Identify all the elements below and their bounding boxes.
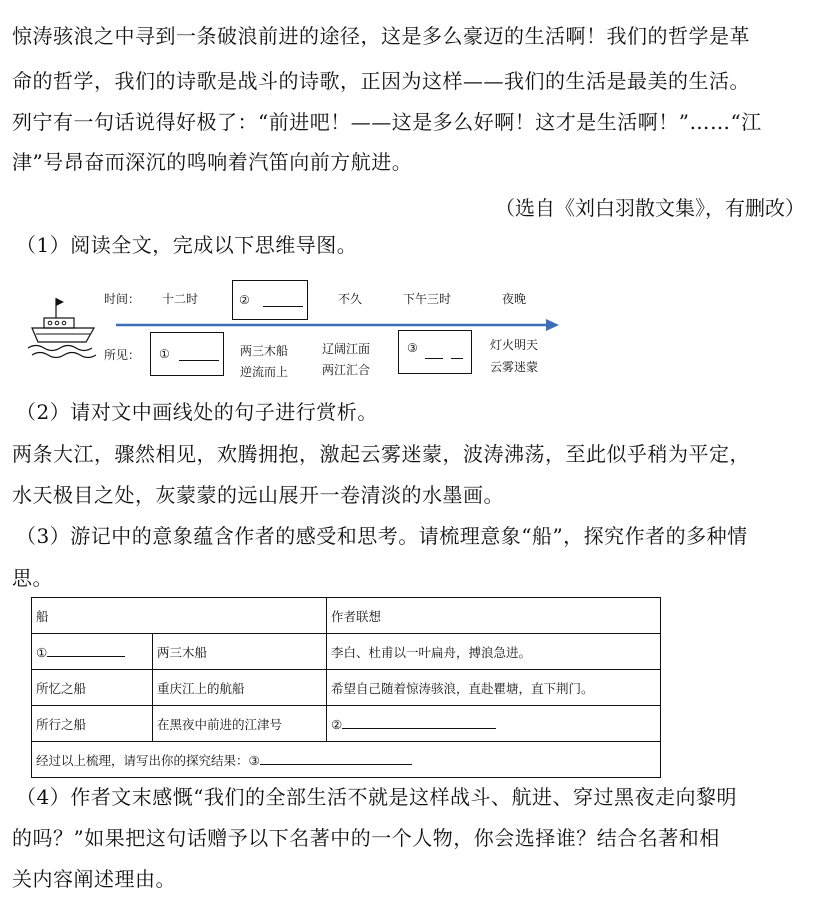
table-header-cell: 船 [32,598,327,634]
question-2-prompt: （2）请对文中画线处的句子进行赏析。 [16,400,378,424]
table-cell: 在黑夜中前进的江津号 [153,706,327,742]
table-cell [327,706,661,742]
table-cell: 重庆江上的航船 [153,670,327,706]
seen-item: 灯火明天 [490,338,539,352]
blank-number: ② [239,293,250,307]
table-row [32,742,661,778]
time-item: 夜晚 [502,292,527,306]
question-4-prompt: 关内容阐述理由。 [12,867,176,891]
summary-prompt: 经过以上梳理，请写出你的探究结果：③ [36,752,260,768]
blank-box-1 [150,332,224,376]
blank-number: ② [331,717,343,732]
seen-item: 辽阔江面 [322,342,371,356]
quoted-sentence: 水天极目之处，灰蒙蒙的远山展开一卷清淡的水墨画。 [12,483,504,507]
time-item: 不久 [338,292,363,306]
seen-item: 云雾迷蒙 [490,360,539,374]
question-3-prompt: （3）游记中的意象蕴含作者的感受和思考。请梳理意象“船”，探究作者的多种情 [16,524,748,548]
table-cell [32,634,153,670]
answer-blank [425,345,443,359]
table-row [32,670,661,706]
question-3-prompt: 思。 [12,566,53,590]
quoted-sentence: 两条大江，骤然相见，欢腾拥抱，激起云雾迷蒙，波涛沸荡，至此似乎稍为平定， [12,442,750,466]
table-row [32,634,661,670]
table-row [32,598,661,634]
blank-box-3 [398,330,472,374]
table-cell: 所行之船 [32,706,153,742]
blank-number: ③ [407,341,418,355]
seen-item: 逆流而上 [240,365,289,379]
table-row [32,706,661,742]
passage-line: 命的哲学，我们的诗歌是战斗的诗歌，正因为这样——我们的生活是最美的生活。 [12,69,750,93]
blank-number: ① [159,347,170,361]
answer-blank [451,345,463,359]
table-cell: 两三木船 [153,634,327,670]
source-citation: （选自《刘白羽散文集》，有删改） [495,196,805,220]
passage-line: 列宁有一句话说得好极了：“前进吧！——这是多么好啊！这才是生活啊！”……“江 [12,110,762,134]
answer-blank [263,293,303,307]
answer-blank [47,643,125,657]
seen-item: 两三木船 [240,344,289,358]
time-label: 时间： [104,292,141,306]
question-1-prompt: （1）阅读全文，完成以下思维导图。 [16,233,358,257]
time-item: 十二时 [162,292,199,306]
seen-item: 两江汇合 [322,363,371,377]
question-4-prompt: （4）作者文末感慨“我们的全部生活不就是这样战斗、航进、穿过黑夜走向黎明 [16,785,737,809]
answer-blank [179,347,219,361]
blank-box-2 [232,280,308,320]
table-summary-cell [32,742,661,778]
ship-imagery-table [31,597,661,778]
time-item: 下午三时 [403,292,452,306]
ship-icon [26,294,104,360]
table-header-cell: 作者联想 [327,598,661,634]
passage-line: 惊涛骇浪之中寻到一条破浪前进的途径，这是多么豪迈的生活啊！我们的哲学是革 [12,24,750,48]
question-4-prompt: 的吗？”如果把这句话赠予以下名著中的一个人物，你会选择谁？结合名著和相 [12,826,720,850]
seen-label: 所见： [104,348,141,362]
mind-map [26,272,586,390]
blank-number: ① [36,645,48,660]
table-cell: 李白、杜甫以一叶扁舟，搏浪急进。 [327,634,661,670]
table-cell: 所忆之船 [32,670,153,706]
answer-blank [260,751,412,765]
timeline-arrow [116,318,560,332]
passage-line: 津”号昂奋而深沉的鸣响着汽笛向前方航进。 [12,150,413,174]
table-cell: 希望自己随着惊涛骇浪，直赴瞿塘，直下荆门。 [327,670,661,706]
answer-blank [342,715,496,729]
